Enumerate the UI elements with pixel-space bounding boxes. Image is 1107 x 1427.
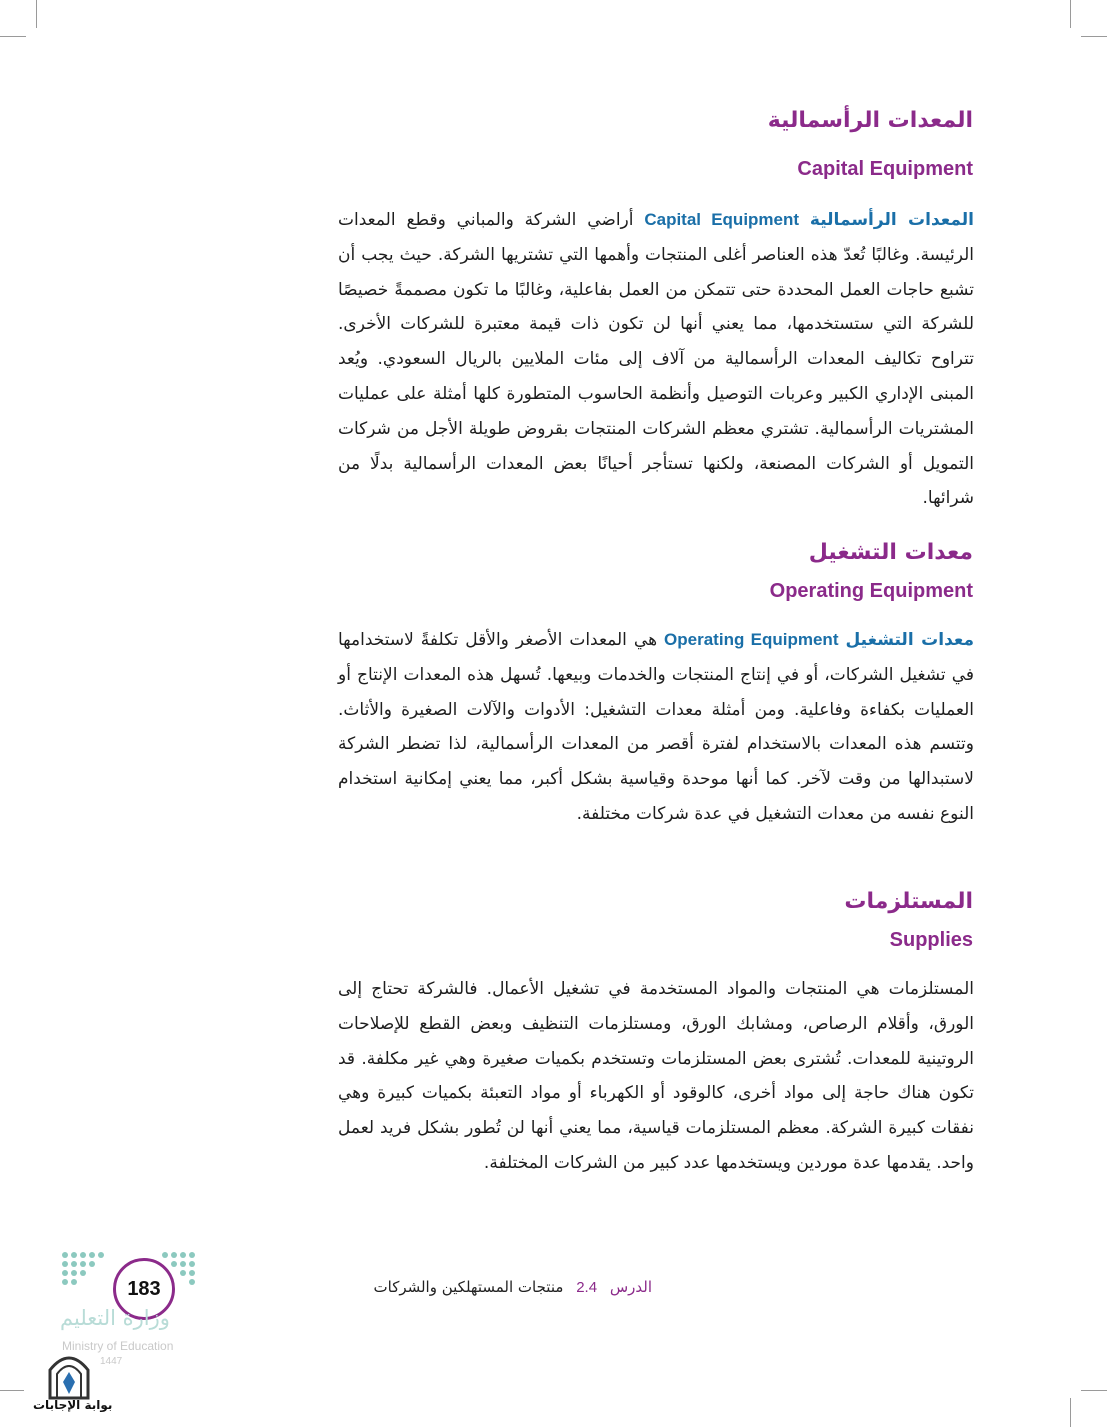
term-ar: المعدات الرأسمالية bbox=[809, 210, 974, 230]
section-title-ar: المستلزمات bbox=[844, 889, 973, 914]
crop-mark bbox=[1070, 0, 1071, 28]
ministry-name-ar: وزارة التعليم bbox=[60, 1306, 170, 1330]
section-title-ar: المعدات الرأسمالية bbox=[767, 108, 973, 133]
page-number: 183 bbox=[113, 1258, 175, 1320]
section-paragraph bbox=[338, 203, 974, 516]
lesson-label: الدرس bbox=[609, 1278, 652, 1296]
term-en: Capital Equipment bbox=[644, 210, 800, 229]
paragraph-body: أراضي الشركة والمباني وقطع المعدات الرئيسة. وغالبًا تُعدّ هذه العناصر أغلى المنتجات وأهمها التي تشتريها الشركة. حيث يجب أن تشبع حاجات العمل المحددة حتى تتمكن من العمل بفاعلية، وغالبًا ما تكون مصممةً خصيصًا للشركة التي ستستخدمها، مما يعني أنها لن تكون ذات قيمة معتبرة للشركات الأخرى. تتراوح تكاليف المعدات الرأسمالية من آلاف إلى مئات الملايين بالريال السعودي. ويُعد المبنى الإداري الكبير وعربات التوصيل وأنظمة الحاسوب المتطورة كلها أمثلة على عمليات المشتريات الرأسمالية. تشتري معظم الشركات المنتجات بقروض طويلة الأجل من شركات التمويل أو الشركات المصنعة، ولكنها تستأجر أحيانًا بعض المعدات الرأسمالية بدلًا من شرائها. bbox=[338, 210, 974, 509]
term-ar: معدات التشغيل bbox=[845, 630, 975, 650]
section-title-en: Supplies bbox=[889, 929, 973, 951]
paragraph-body: هي المعدات الأصغر والأقل تكلفةً لاستخدامها في تشغيل الشركات، أو في إنتاج المنتجات والخدمات وبيعها. تُسهل هذه المعدات الإنتاج أو العمليات بكفاءة وفاعلية. ومن أمثلة معدات التشغيل: الأدوات والآلات الصغيرة والأثاث. وتتسم هذه المعدات بالاستخدام لفترة أقصر من المعدات الرأسمالية، لذا تضطر الشركة لاستبدالها من وقت لآخر. كما أنها موحدة وقياسية بشكل أكبر، مما يعني إمكانية استخدام النوع نفسه من معدات التشغيل في عدة شركات مختلفة. bbox=[338, 630, 974, 824]
section-paragraph bbox=[338, 623, 974, 832]
ministry-year: 1447 bbox=[100, 1356, 123, 1367]
crop-mark bbox=[0, 36, 26, 37]
crop-mark bbox=[36, 0, 37, 28]
paragraph-body: المستلزمات هي المنتجات والمواد المستخدمة في تشغيل الأعمال. فالشركة تحتاج إلى الورق، وأقلام الرصاص، ومشابك الورق، ومستلزمات التنظيف وبعض القطع للإصلاحات الروتينية للمعدات. تُشترى بعض المستلزمات وتستخدم بكميات صغيرة وهي غير مكلفة. قد تكون هناك حاجة إلى مواد أخرى، كالوقود أو الكهرباء أو مواد التعبئة بكميات كبيرة وهي نفقات كبيرة الشركة. معظم المستلزمات قياسية، مما يعني أنها لن تُطور بشكل فريد لعمل واحد. يقدمها عدة موردين ويستخدمها عدد كبير من الشركات المختلفة. bbox=[338, 979, 974, 1173]
crop-mark bbox=[1081, 1390, 1107, 1391]
crop-mark bbox=[1070, 1398, 1071, 1427]
crop-mark bbox=[1081, 36, 1107, 37]
lesson-footer bbox=[374, 1278, 653, 1296]
section-title-ar: معدات التشغيل bbox=[808, 540, 973, 565]
lesson-title: منتجات المستهلكين والشركات bbox=[373, 1278, 564, 1296]
ministry-name-en: Ministry of Education bbox=[62, 1339, 174, 1353]
section-title-en: Operating Equipment bbox=[769, 580, 973, 602]
portal-logo-icon bbox=[46, 1350, 92, 1400]
section-title-en: Capital Equipment bbox=[797, 158, 973, 180]
term-en: Operating Equipment bbox=[664, 630, 839, 649]
lesson-number: 2.4 bbox=[576, 1279, 598, 1296]
crop-mark bbox=[0, 1390, 24, 1391]
portal-name: بوابة الإجابات bbox=[33, 1398, 113, 1412]
section-paragraph bbox=[338, 972, 974, 1181]
